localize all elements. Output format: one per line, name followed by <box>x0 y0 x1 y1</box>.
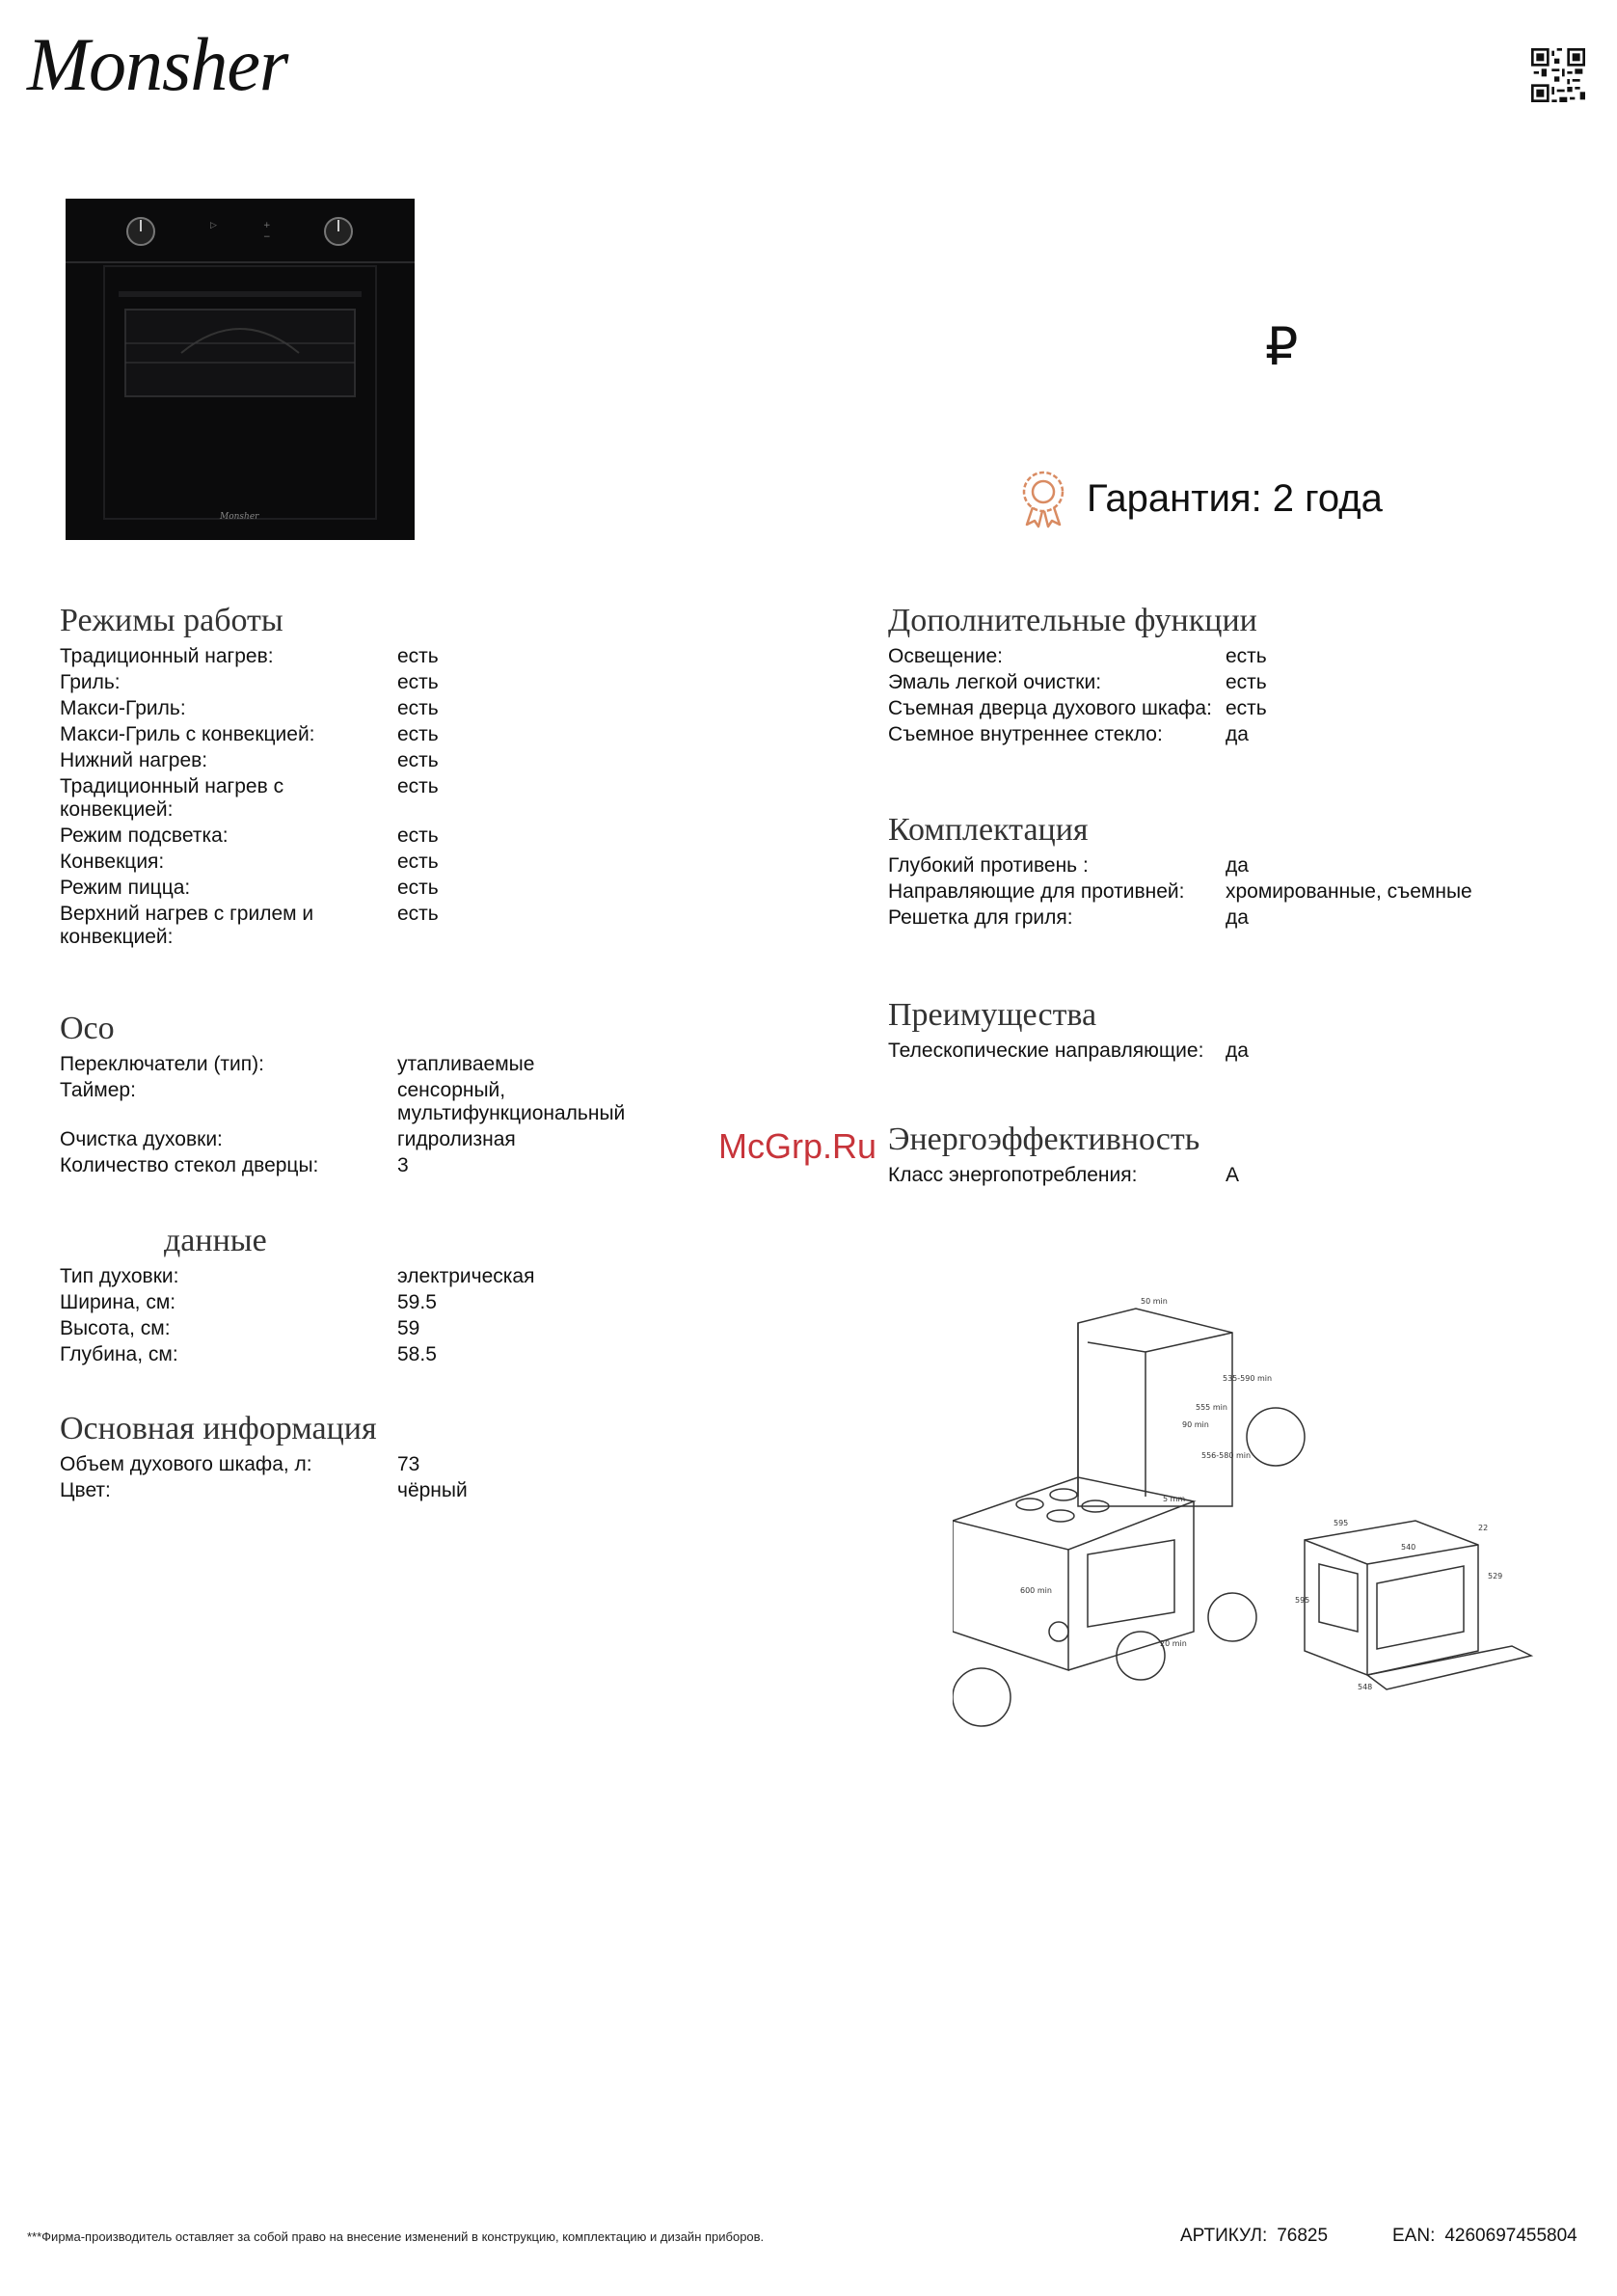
article-label: АРТИКУЛ: <box>1180 2226 1268 2246</box>
section-title: Преимущества <box>888 997 1097 1033</box>
spec-key: Макси-Гриль: <box>60 697 186 719</box>
spec-value: да <box>1226 1040 1249 1062</box>
spec-key: Конвекция: <box>60 851 165 873</box>
section-adv <box>888 997 1602 1063</box>
ean-value: 4260697455804 <box>1444 2226 1577 2246</box>
spec-key: Съемное внутреннее стекло: <box>888 723 1163 745</box>
spec-value: да <box>1226 906 1249 929</box>
dim-label: 540 <box>1401 1543 1416 1552</box>
spec-key: Телескопические направляющие: <box>888 1040 1204 1062</box>
warranty-block <box>1017 469 1383 528</box>
spec-key: Направляющие для противней: <box>888 880 1185 903</box>
spec-value: сенсорный, мультифункциональный <box>397 1079 626 1124</box>
dim-label: 50 min <box>1141 1297 1168 1306</box>
section-title: Режимы работы <box>60 603 283 638</box>
spec-value: хромированные, съемные <box>1226 880 1472 903</box>
award-badge-icon <box>1017 469 1069 528</box>
spec-value: есть <box>397 723 439 745</box>
dim-label: 535-590 min <box>1223 1374 1273 1383</box>
article-number <box>1180 2226 1337 2247</box>
spec-value: есть <box>397 749 439 771</box>
spec-key: Высота, см: <box>60 1317 171 1339</box>
spec-value: электрическая <box>397 1265 535 1287</box>
spec-key: Режим пицца: <box>60 877 191 899</box>
spec-value: есть <box>1226 671 1267 693</box>
spec-key: Очистка духовки: <box>60 1128 223 1150</box>
spec-key: Цвет: <box>60 1479 111 1501</box>
svg-text:Monsher: Monsher <box>220 512 259 522</box>
section-title: Комплектация <box>888 812 1089 848</box>
dim-label: 5 mm <box>1163 1495 1186 1503</box>
spec-value: есть <box>397 824 439 847</box>
spec-value: есть <box>397 877 439 899</box>
spec-key: Переключатели (тип): <box>60 1053 264 1075</box>
spec-value: есть <box>397 775 439 797</box>
footer-disclaimer: ***Фирма-производитель оставляет за собой право на внесение изменений в конструкцию, комплектацию и дизайн приборов. <box>27 2229 765 2244</box>
spec-key: Класс энергопотребления: <box>888 1164 1138 1186</box>
spec-table <box>888 1040 1602 1063</box>
spec-value: да <box>1226 723 1249 745</box>
spec-value: 3 <box>397 1154 409 1176</box>
svg-text:+: + <box>263 221 271 230</box>
spec-table <box>60 645 735 949</box>
spec-key: Объем духового шкафа, л: <box>60 1453 312 1475</box>
spec-table <box>888 1164 1602 1187</box>
spec-value: есть <box>397 851 439 873</box>
section-title: Энергоэффективность <box>888 1121 1200 1157</box>
spec-value: A <box>1226 1164 1240 1186</box>
spec-value: гидролизная <box>397 1128 516 1150</box>
section-kit <box>888 812 1602 930</box>
spec-value: чёрный <box>397 1479 468 1501</box>
spec-key: Глубокий противень : <box>888 854 1089 877</box>
section-data <box>60 1223 735 1366</box>
dim-label: 22 <box>1478 1524 1489 1532</box>
price-symbol: ₽ <box>1265 318 1299 376</box>
section-title: Осо <box>60 1011 115 1046</box>
spec-value: утапливаемые <box>397 1053 535 1075</box>
spec-value: да <box>1226 854 1249 877</box>
spec-key: Верхний нагрев с грилем и конвекцией: <box>60 903 314 948</box>
spec-key: Количество стекол дверцы: <box>60 1154 319 1176</box>
warranty-label: Гарантия: 2 года <box>1087 476 1383 520</box>
spec-key: Освещение: <box>888 645 1003 667</box>
spec-value: 59.5 <box>397 1291 437 1313</box>
spec-key: Глубина, см: <box>60 1343 178 1365</box>
spec-value: есть <box>397 671 439 693</box>
spec-key: Тип духовки: <box>60 1265 179 1287</box>
spec-value: 59 <box>397 1317 420 1339</box>
dim-label: 90 min <box>1182 1420 1209 1429</box>
spec-value: 73 <box>397 1453 420 1475</box>
section-main <box>60 1411 735 1502</box>
spec-value: есть <box>1226 645 1267 667</box>
dim-label: 529 <box>1488 1572 1503 1580</box>
section-title: данные <box>164 1223 267 1258</box>
dim-label: 556-580 min <box>1201 1451 1252 1460</box>
spec-value: есть <box>1226 697 1267 719</box>
spec-key: Традиционный нагрев: <box>60 645 274 667</box>
section-oso <box>60 1011 735 1177</box>
spec-value: есть <box>397 645 439 667</box>
svg-text:▷: ▷ <box>210 221 217 230</box>
ean-label: EAN: <box>1392 2226 1436 2246</box>
dim-label: 548 <box>1358 1683 1373 1691</box>
spec-key: Ширина, см: <box>60 1291 176 1313</box>
spec-key: Режим подсветка: <box>60 824 229 847</box>
spec-table <box>888 854 1602 930</box>
section-title: Основная информация <box>60 1411 377 1446</box>
spec-key: Нижний нагрев: <box>60 749 208 771</box>
spec-table <box>888 645 1602 746</box>
spec-key: Гриль: <box>60 671 121 693</box>
dim-label: 595 <box>1295 1596 1310 1605</box>
spec-key: Эмаль легкой очистки: <box>888 671 1102 693</box>
spec-table <box>60 1265 735 1366</box>
spec-value: есть <box>397 697 439 719</box>
section-title: Дополнительные функции <box>888 603 1257 638</box>
article-value: 76825 <box>1277 2226 1329 2246</box>
spec-key: Традиционный нагрев с конвекцией: <box>60 775 284 821</box>
spec-table <box>60 1453 735 1502</box>
qr-code-icon <box>1531 48 1585 102</box>
section-extra <box>888 603 1602 746</box>
dim-label: 20 min <box>1160 1639 1187 1648</box>
ean-code <box>1392 2226 1587 2247</box>
section-modes <box>60 603 735 949</box>
dim-label: 600 min <box>1020 1586 1052 1595</box>
spec-value: есть <box>397 903 439 925</box>
section-energy <box>888 1121 1602 1187</box>
spec-key: Съемная дверца духового шкафа: <box>888 697 1212 719</box>
spec-table <box>60 1053 735 1177</box>
oven-product-image <box>66 199 415 540</box>
watermark: McGrp.Ru <box>718 1126 877 1166</box>
dim-label: 595 <box>1334 1519 1349 1527</box>
dim-label: 555 min <box>1196 1403 1227 1412</box>
spec-key: Таймер: <box>60 1079 136 1101</box>
spec-key: Решетка для гриля: <box>888 906 1073 929</box>
installation-diagram <box>953 1265 1541 1728</box>
brand-logo: Monsher <box>27 22 288 106</box>
spec-key: Макси-Гриль с конвекцией: <box>60 723 315 745</box>
svg-text:−: − <box>263 232 271 242</box>
spec-value: 58.5 <box>397 1343 437 1365</box>
